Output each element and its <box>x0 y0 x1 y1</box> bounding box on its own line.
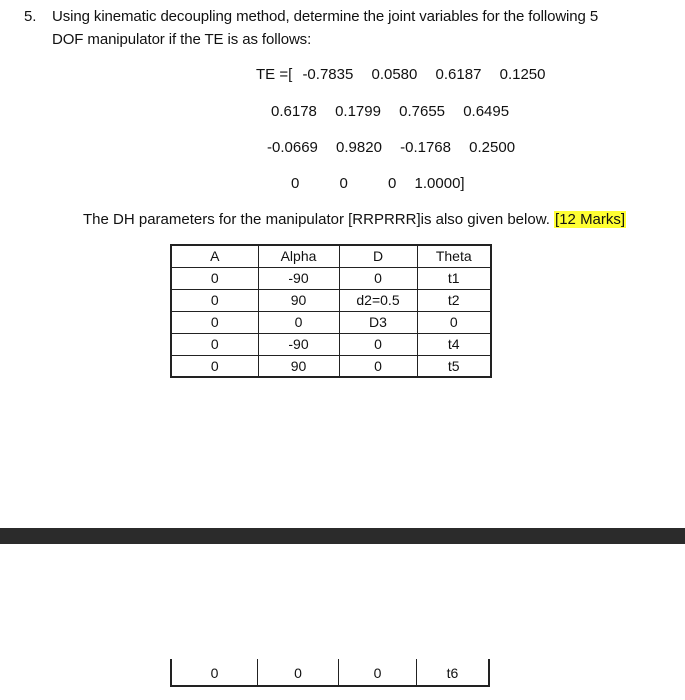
table-cell: 0 <box>170 659 257 685</box>
matrix-cell: 0.1799 <box>335 103 381 120</box>
table-cell: -90 <box>258 333 339 355</box>
matrix-cell: 0.7655 <box>399 103 446 120</box>
table-cell: 0 <box>171 267 258 289</box>
table-cell: 0 <box>171 333 258 355</box>
matrix-prefix: TE =[ <box>256 66 293 83</box>
table-cell: 0 <box>339 267 417 289</box>
table-cell: 0 <box>339 333 417 355</box>
table-cell: 0 <box>258 311 339 333</box>
matrix-cell: 0.2500 <box>469 139 516 156</box>
matrix-cell: -0.0669 <box>267 139 318 156</box>
matrix-row-2 <box>271 103 509 120</box>
table-cell: t5 <box>417 355 491 377</box>
page-break-bar <box>0 528 685 544</box>
question-number: 5. <box>24 8 37 25</box>
table-header-row <box>171 245 491 267</box>
matrix-cell: -0.7835 <box>302 66 354 83</box>
matrix-cell: 0.1250 <box>499 66 546 83</box>
dh-statement <box>83 211 626 228</box>
matrix-cell: 0.6178 <box>271 103 317 120</box>
question-text-line-1: Using kinematic decoupling method, determine the joint variables for the following 5 <box>52 8 599 25</box>
table-cell: t4 <box>417 333 491 355</box>
table-cell: 0 <box>339 355 417 377</box>
matrix-cell: 0.6495 <box>463 103 510 120</box>
matrix-cell: -0.1768 <box>400 139 451 156</box>
table-cell: t1 <box>417 267 491 289</box>
dh-statement-text: The DH parameters for the manipulator [RRPRRR]is also given below. <box>83 211 550 228</box>
matrix-cell: 0.6187 <box>435 66 482 83</box>
table-row <box>171 311 491 333</box>
matrix-row-1 <box>256 66 546 83</box>
table-row <box>171 333 491 355</box>
table-cell: 90 <box>258 355 339 377</box>
matrix-row-4 <box>291 175 465 192</box>
matrix-cell: 0.0580 <box>371 66 418 83</box>
column-header-theta: Theta <box>417 245 491 267</box>
table-cell: 0 <box>417 311 491 333</box>
column-header-a: A <box>171 245 258 267</box>
column-header-d: D <box>339 245 417 267</box>
matrix-cell: 0 <box>291 175 300 192</box>
table-cell: t2 <box>417 289 491 311</box>
matrix-row-3 <box>267 139 515 156</box>
column-header-alpha: Alpha <box>258 245 339 267</box>
dh-parameter-table <box>170 244 492 378</box>
table-cell: 0 <box>171 355 258 377</box>
table-row <box>171 289 491 311</box>
matrix-cell: 0 <box>388 175 397 192</box>
table-cell: 0 <box>171 289 258 311</box>
table-cell: t6 <box>416 659 490 685</box>
table-row <box>171 355 491 377</box>
question-text-line-2: DOF manipulator if the TE is as follows: <box>52 31 312 48</box>
table-row <box>171 267 491 289</box>
table-cell: d2=0.5 <box>339 289 417 311</box>
matrix-cell: 0.9820 <box>336 139 382 156</box>
table-cell: 90 <box>258 289 339 311</box>
table-cell: -90 <box>258 267 339 289</box>
table-cell: D3 <box>339 311 417 333</box>
table-cell: 0 <box>257 659 338 685</box>
table-cell: 0 <box>338 659 416 685</box>
matrix-cell: 0 <box>339 175 348 192</box>
matrix-cell: 1.0000] <box>414 175 465 192</box>
marks-highlight: [12 Marks] <box>555 211 626 228</box>
table-cell: 0 <box>171 311 258 333</box>
table-fragment-row <box>170 659 490 687</box>
